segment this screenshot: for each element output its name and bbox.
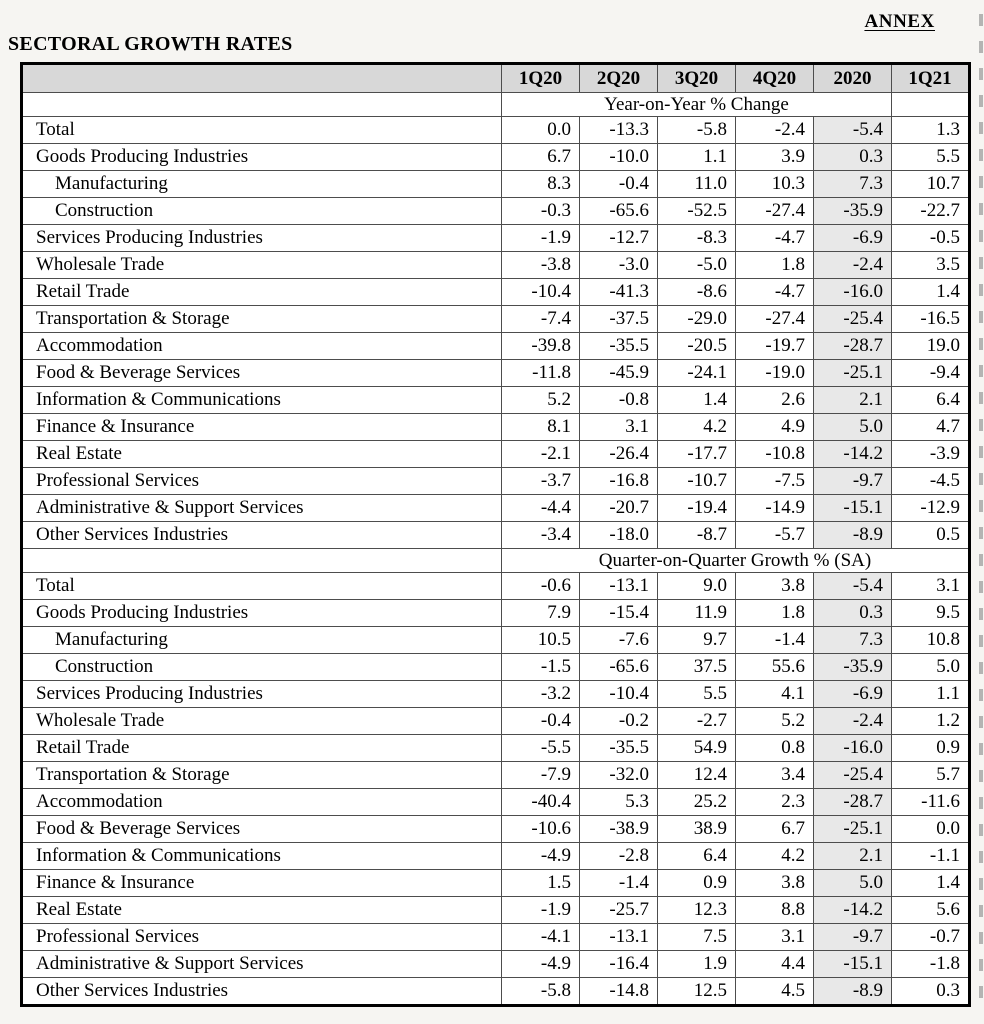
cell-value: -11.8 (502, 360, 580, 387)
row-label: Manufacturing (22, 627, 502, 654)
row-label: Retail Trade (22, 279, 502, 306)
cell-value: -22.7 (892, 198, 970, 225)
cell-value: -35.9 (814, 654, 892, 681)
cell-value: -2.1 (502, 441, 580, 468)
table-row (22, 306, 970, 333)
cell-value: -0.6 (502, 573, 580, 600)
cell-value: 3.1 (736, 924, 814, 951)
cell-value: -4.9 (502, 843, 580, 870)
table-row (22, 951, 970, 978)
cell-value: -9.7 (814, 468, 892, 495)
cell-value: 5.2 (502, 387, 580, 414)
cell-value: -14.9 (736, 495, 814, 522)
row-label: Accommodation (22, 333, 502, 360)
cell-value: -10.4 (580, 681, 658, 708)
cell-value: -24.1 (658, 360, 736, 387)
table-row (22, 681, 970, 708)
cell-value: -16.8 (580, 468, 658, 495)
cell-value: -4.7 (736, 279, 814, 306)
row-label: Other Services Industries (22, 978, 502, 1006)
cell-value: 3.5 (892, 252, 970, 279)
table-row (22, 441, 970, 468)
cell-value: -12.7 (580, 225, 658, 252)
table-row (22, 816, 970, 843)
cell-value: -20.7 (580, 495, 658, 522)
cell-value: 3.4 (736, 762, 814, 789)
cell-value: -6.9 (814, 681, 892, 708)
row-label: Retail Trade (22, 735, 502, 762)
row-label: Construction (22, 198, 502, 225)
page-title: SECTORAL GROWTH RATES (8, 33, 293, 55)
cell-value: -16.4 (580, 951, 658, 978)
cell-value: -15.1 (814, 951, 892, 978)
row-label: Transportation & Storage (22, 306, 502, 333)
cell-value: 5.3 (580, 789, 658, 816)
cell-value: 6.7 (502, 144, 580, 171)
cell-value: -15.4 (580, 600, 658, 627)
cell-value: 12.3 (658, 897, 736, 924)
cell-value: 9.0 (658, 573, 736, 600)
table-row (22, 870, 970, 897)
cell-value: -5.7 (736, 522, 814, 549)
cell-value: 0.9 (892, 735, 970, 762)
cell-value: -29.0 (658, 306, 736, 333)
table-row (22, 978, 970, 1006)
row-label: Other Services Industries (22, 522, 502, 549)
row-label: Wholesale Trade (22, 708, 502, 735)
row-label: Total (22, 117, 502, 144)
column-header: 2020 (814, 64, 892, 93)
cell-value: 4.1 (736, 681, 814, 708)
row-label: Construction (22, 654, 502, 681)
cell-value: 10.5 (502, 627, 580, 654)
cell-value: -4.5 (892, 468, 970, 495)
cell-value: -1.9 (502, 897, 580, 924)
cell-value: -0.2 (580, 708, 658, 735)
column-header: 1Q20 (502, 64, 580, 93)
cell-value: -2.4 (814, 708, 892, 735)
table-row (22, 117, 970, 144)
cell-value: -4.4 (502, 495, 580, 522)
cell-value: 7.3 (814, 171, 892, 198)
cell-value: -27.4 (736, 198, 814, 225)
cell-value: -52.5 (658, 198, 736, 225)
table-row (22, 414, 970, 441)
section-header-row (22, 93, 970, 117)
cell-value: 4.2 (736, 843, 814, 870)
table-row (22, 627, 970, 654)
table-row (22, 198, 970, 225)
cell-value: 1.1 (658, 144, 736, 171)
cell-value: 8.1 (502, 414, 580, 441)
sectoral-growth-table (20, 62, 971, 1007)
table-row (22, 522, 970, 549)
row-label: Services Producing Industries (22, 225, 502, 252)
cell-value: 10.3 (736, 171, 814, 198)
column-header: 1Q21 (892, 64, 970, 93)
table-row (22, 468, 970, 495)
row-label: Administrative & Support Services (22, 951, 502, 978)
cell-value: -14.8 (580, 978, 658, 1006)
cell-value: -3.7 (502, 468, 580, 495)
cell-value: -1.1 (892, 843, 970, 870)
cell-value: 4.9 (736, 414, 814, 441)
row-label: Information & Communications (22, 843, 502, 870)
cell-value: 1.5 (502, 870, 580, 897)
cell-value: 4.5 (736, 978, 814, 1006)
cell-value: -0.4 (580, 171, 658, 198)
table-row (22, 144, 970, 171)
cell-value: 0.9 (658, 870, 736, 897)
cell-value: -7.5 (736, 468, 814, 495)
cell-value: -10.7 (658, 468, 736, 495)
table-row (22, 279, 970, 306)
section-blank-cell (22, 93, 502, 117)
cell-value: -1.8 (892, 951, 970, 978)
cell-value: -5.0 (658, 252, 736, 279)
cell-value: 3.1 (892, 573, 970, 600)
cell-value: 3.9 (736, 144, 814, 171)
table-row (22, 897, 970, 924)
cell-value: -4.1 (502, 924, 580, 951)
cell-value: -1.4 (580, 870, 658, 897)
cell-value: -3.0 (580, 252, 658, 279)
cell-value: -37.5 (580, 306, 658, 333)
cell-value: -2.7 (658, 708, 736, 735)
cell-value: 0.0 (892, 816, 970, 843)
cell-value: 7.5 (658, 924, 736, 951)
cell-value: 4.2 (658, 414, 736, 441)
cell-value: -7.9 (502, 762, 580, 789)
cell-value: -9.4 (892, 360, 970, 387)
cell-value: -13.1 (580, 573, 658, 600)
cell-value: 0.8 (736, 735, 814, 762)
cell-value: 1.8 (736, 600, 814, 627)
cell-value: -3.4 (502, 522, 580, 549)
cell-value: 1.1 (892, 681, 970, 708)
cell-value: -2.8 (580, 843, 658, 870)
cell-value: -19.4 (658, 495, 736, 522)
table-row (22, 600, 970, 627)
cell-value: 12.5 (658, 978, 736, 1006)
cell-value: -2.4 (814, 252, 892, 279)
cell-value: -25.1 (814, 360, 892, 387)
cell-value: 9.5 (892, 600, 970, 627)
cell-value: 3.8 (736, 573, 814, 600)
cell-value: -16.0 (814, 279, 892, 306)
table-row (22, 654, 970, 681)
cell-value: 5.0 (892, 654, 970, 681)
cell-value: 2.3 (736, 789, 814, 816)
cell-value: -10.4 (502, 279, 580, 306)
cell-value: 1.4 (658, 387, 736, 414)
cell-value: -10.0 (580, 144, 658, 171)
cell-value: -9.7 (814, 924, 892, 951)
row-label: Administrative & Support Services (22, 495, 502, 522)
cell-value: -28.7 (814, 333, 892, 360)
cell-value: 9.7 (658, 627, 736, 654)
row-label: Real Estate (22, 897, 502, 924)
cell-value: -32.0 (580, 762, 658, 789)
cell-value: 19.0 (892, 333, 970, 360)
cell-value: -8.9 (814, 978, 892, 1006)
row-label: Goods Producing Industries (22, 144, 502, 171)
cell-value: 5.6 (892, 897, 970, 924)
cell-value: 7.3 (814, 627, 892, 654)
row-label: Accommodation (22, 789, 502, 816)
cell-value: 8.3 (502, 171, 580, 198)
cell-value: -0.3 (502, 198, 580, 225)
annex-label: ANNEX (864, 11, 935, 32)
cell-value: -15.1 (814, 495, 892, 522)
cell-value: 0.0 (502, 117, 580, 144)
section-blank-cell (892, 93, 970, 117)
cell-value: 2.1 (814, 843, 892, 870)
section-header: Year-on-Year % Change (502, 93, 892, 117)
cell-value: 5.0 (814, 414, 892, 441)
cell-value: 7.9 (502, 600, 580, 627)
table-row (22, 735, 970, 762)
cell-value: -8.3 (658, 225, 736, 252)
section-header: Quarter-on-Quarter Growth % (SA) (502, 549, 970, 573)
cell-value: -4.9 (502, 951, 580, 978)
cell-value: -0.7 (892, 924, 970, 951)
cell-value: -0.4 (502, 708, 580, 735)
cell-value: -8.7 (658, 522, 736, 549)
cell-value: -27.4 (736, 306, 814, 333)
cell-value: -11.6 (892, 789, 970, 816)
cell-value: -7.6 (580, 627, 658, 654)
column-header: 4Q20 (736, 64, 814, 93)
cell-value: -35.5 (580, 735, 658, 762)
cell-value: -16.5 (892, 306, 970, 333)
cell-value: -1.5 (502, 654, 580, 681)
cell-value: -3.8 (502, 252, 580, 279)
row-label: Finance & Insurance (22, 870, 502, 897)
cell-value: -25.4 (814, 762, 892, 789)
cell-value: 5.7 (892, 762, 970, 789)
cell-value: -65.6 (580, 654, 658, 681)
cell-value: -13.1 (580, 924, 658, 951)
row-label: Professional Services (22, 924, 502, 951)
table-row (22, 789, 970, 816)
table-row (22, 171, 970, 198)
cell-value: 54.9 (658, 735, 736, 762)
cell-value: -7.4 (502, 306, 580, 333)
cell-value: 25.2 (658, 789, 736, 816)
row-label: Information & Communications (22, 387, 502, 414)
cell-value: -19.0 (736, 360, 814, 387)
cell-value: -5.8 (658, 117, 736, 144)
row-label: Food & Beverage Services (22, 360, 502, 387)
column-header: 3Q20 (658, 64, 736, 93)
cell-value: 0.3 (892, 978, 970, 1006)
cell-value: -8.9 (814, 522, 892, 549)
cell-value: -38.9 (580, 816, 658, 843)
cell-value: -14.2 (814, 441, 892, 468)
cell-value: 5.5 (658, 681, 736, 708)
cell-value: -12.9 (892, 495, 970, 522)
table-row (22, 360, 970, 387)
cell-value: 4.7 (892, 414, 970, 441)
cell-value: 1.3 (892, 117, 970, 144)
cell-value: 1.8 (736, 252, 814, 279)
cell-value: 38.9 (658, 816, 736, 843)
cell-value: -17.7 (658, 441, 736, 468)
cell-value: -3.2 (502, 681, 580, 708)
cell-value: 1.4 (892, 870, 970, 897)
cell-value: -28.7 (814, 789, 892, 816)
cell-value: 1.4 (892, 279, 970, 306)
cell-value: -25.1 (814, 816, 892, 843)
cell-value: -3.9 (892, 441, 970, 468)
table-row (22, 495, 970, 522)
cell-value: -4.7 (736, 225, 814, 252)
row-label: Services Producing Industries (22, 681, 502, 708)
cell-value: -35.5 (580, 333, 658, 360)
table-row (22, 708, 970, 735)
cell-value: -16.0 (814, 735, 892, 762)
table-row (22, 225, 970, 252)
cell-value: -35.9 (814, 198, 892, 225)
row-label: Food & Beverage Services (22, 816, 502, 843)
cell-value: -13.3 (580, 117, 658, 144)
cell-value: -5.5 (502, 735, 580, 762)
column-header: 2Q20 (580, 64, 658, 93)
section-header-row (22, 549, 970, 573)
table-row (22, 843, 970, 870)
cell-value: 4.4 (736, 951, 814, 978)
row-label: Transportation & Storage (22, 762, 502, 789)
cell-value: -26.4 (580, 441, 658, 468)
cell-value: 5.0 (814, 870, 892, 897)
cell-value: 10.7 (892, 171, 970, 198)
cell-value: -25.4 (814, 306, 892, 333)
table-row (22, 387, 970, 414)
cell-value: 8.8 (736, 897, 814, 924)
row-label: Goods Producing Industries (22, 600, 502, 627)
cell-value: -65.6 (580, 198, 658, 225)
cell-value: -5.4 (814, 117, 892, 144)
cell-value: 1.9 (658, 951, 736, 978)
cell-value: 3.1 (580, 414, 658, 441)
table-row (22, 252, 970, 279)
cell-value: 6.4 (892, 387, 970, 414)
cell-value: -8.6 (658, 279, 736, 306)
cell-value: 2.1 (814, 387, 892, 414)
cell-value: -1.9 (502, 225, 580, 252)
cell-value: 1.2 (892, 708, 970, 735)
cell-value: 5.2 (736, 708, 814, 735)
section-blank-cell (22, 549, 502, 573)
table-row (22, 573, 970, 600)
cell-value: 10.8 (892, 627, 970, 654)
cell-value: 0.3 (814, 144, 892, 171)
cell-value: -1.4 (736, 627, 814, 654)
cell-value: 11.9 (658, 600, 736, 627)
table-row (22, 762, 970, 789)
cell-value: -41.3 (580, 279, 658, 306)
cell-value: 0.3 (814, 600, 892, 627)
cell-value: 55.6 (736, 654, 814, 681)
cell-value: 11.0 (658, 171, 736, 198)
row-label: Real Estate (22, 441, 502, 468)
cell-value: 6.7 (736, 816, 814, 843)
cell-value: -19.7 (736, 333, 814, 360)
cell-value: 6.4 (658, 843, 736, 870)
cell-value: -2.4 (736, 117, 814, 144)
cell-value: -0.8 (580, 387, 658, 414)
column-header-row (22, 64, 970, 93)
row-label: Wholesale Trade (22, 252, 502, 279)
cell-value: 12.4 (658, 762, 736, 789)
cell-value: 2.6 (736, 387, 814, 414)
cell-value: -40.4 (502, 789, 580, 816)
page-edge-artifacts (979, 14, 983, 1008)
corner-cell (22, 64, 502, 93)
cell-value: -18.0 (580, 522, 658, 549)
cell-value: 5.5 (892, 144, 970, 171)
cell-value: -10.8 (736, 441, 814, 468)
cell-value: -39.8 (502, 333, 580, 360)
cell-value: -10.6 (502, 816, 580, 843)
cell-value: -6.9 (814, 225, 892, 252)
cell-value: -14.2 (814, 897, 892, 924)
cell-value: -5.4 (814, 573, 892, 600)
row-label: Finance & Insurance (22, 414, 502, 441)
row-label: Manufacturing (22, 171, 502, 198)
cell-value: -25.7 (580, 897, 658, 924)
cell-value: 0.5 (892, 522, 970, 549)
cell-value: -5.8 (502, 978, 580, 1006)
cell-value: -0.5 (892, 225, 970, 252)
table-row (22, 333, 970, 360)
cell-value: -20.5 (658, 333, 736, 360)
row-label: Total (22, 573, 502, 600)
table-row (22, 924, 970, 951)
cell-value: -45.9 (580, 360, 658, 387)
row-label: Professional Services (22, 468, 502, 495)
cell-value: 37.5 (658, 654, 736, 681)
cell-value: 3.8 (736, 870, 814, 897)
